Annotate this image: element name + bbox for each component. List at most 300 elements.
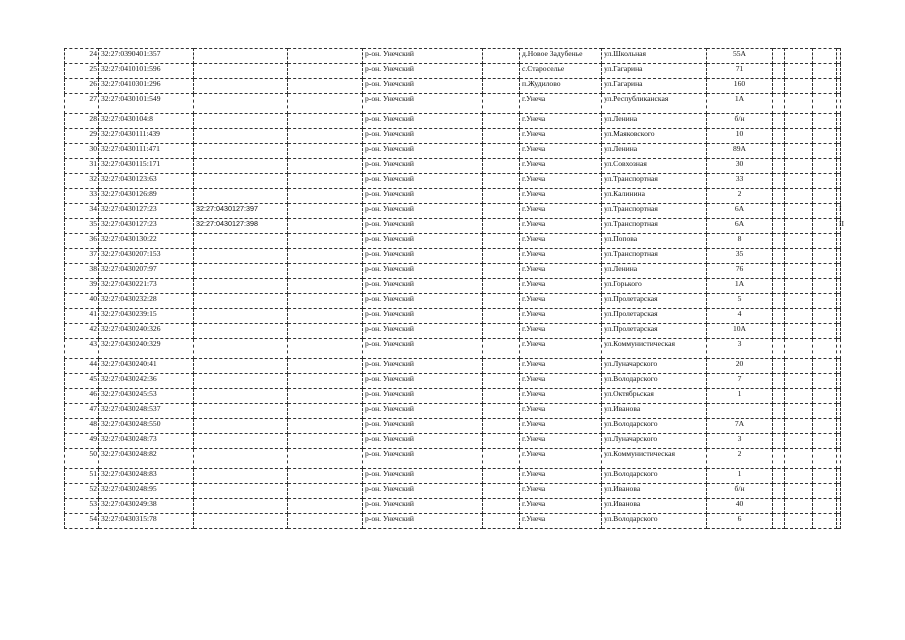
- empty-cell: [813, 249, 837, 264]
- empty-cell: [785, 144, 813, 159]
- empty-cell: [773, 204, 785, 219]
- empty-cell: [785, 294, 813, 309]
- empty-cell: [813, 324, 837, 339]
- empty-cell: [813, 94, 837, 114]
- cadastral-number-2: [194, 234, 288, 249]
- table-row: [65, 129, 841, 144]
- settlement-cell: г.Унеча: [520, 514, 602, 529]
- house-number-cell: 2: [707, 189, 773, 204]
- settlement-cell: г.Унеча: [520, 114, 602, 129]
- empty-cell: [288, 309, 363, 324]
- premises-number-cell: [837, 129, 841, 144]
- empty-cell: [773, 94, 785, 114]
- empty-cell: [288, 359, 363, 374]
- row-number: 53: [65, 499, 99, 514]
- empty-cell: [773, 144, 785, 159]
- empty-cell: [288, 434, 363, 449]
- empty-cell: [288, 449, 363, 469]
- empty-cell: [813, 374, 837, 389]
- empty-cell: [785, 359, 813, 374]
- empty-cell: [288, 49, 363, 64]
- empty-cell: [785, 49, 813, 64]
- objects-table: [64, 48, 845, 529]
- empty-cell: [483, 389, 520, 404]
- empty-cell: [288, 234, 363, 249]
- empty-cell: [288, 374, 363, 389]
- row-number: 46: [65, 389, 99, 404]
- premises-number-cell: [837, 189, 841, 204]
- row-number: 50: [65, 449, 99, 469]
- settlement-cell: г.Унеча: [520, 309, 602, 324]
- table-row: [65, 294, 841, 309]
- empty-cell: [785, 174, 813, 189]
- settlement-cell: п.Жудилово: [520, 79, 602, 94]
- empty-cell: [288, 294, 363, 309]
- empty-cell: [773, 359, 785, 374]
- table-row: [65, 144, 841, 159]
- table-row: [65, 174, 841, 189]
- row-number: 42: [65, 324, 99, 339]
- cadastral-number: 32:27:0430111:471: [99, 144, 194, 159]
- district-cell: р-он. Унечский: [363, 114, 483, 129]
- row-number: 48: [65, 419, 99, 434]
- table-row: [65, 219, 841, 234]
- house-number-cell: 1: [707, 389, 773, 404]
- table-row: [65, 404, 841, 419]
- empty-cell: [785, 129, 813, 144]
- district-cell: р-он. Унечский: [363, 219, 483, 234]
- empty-cell: [773, 279, 785, 294]
- house-number-cell: 76: [707, 264, 773, 279]
- empty-cell: [785, 279, 813, 294]
- table-row: [65, 469, 841, 484]
- document-page: [64, 48, 845, 529]
- empty-cell: [773, 499, 785, 514]
- table-row: [65, 264, 841, 279]
- row-number: 33: [65, 189, 99, 204]
- cadastral-number-2: [194, 249, 288, 264]
- street-cell: ул.Володарского: [602, 374, 707, 389]
- empty-cell: [785, 79, 813, 94]
- empty-cell: [288, 339, 363, 359]
- premises-number-cell: [837, 294, 841, 309]
- empty-cell: [813, 189, 837, 204]
- premises-number-cell: [837, 144, 841, 159]
- street-cell: ул.Коммунистическая: [602, 339, 707, 359]
- cadastral-number-2: [194, 174, 288, 189]
- empty-cell: [483, 129, 520, 144]
- settlement-cell: г.Унеча: [520, 204, 602, 219]
- premises-number-cell: [837, 324, 841, 339]
- district-cell: р-он. Унечский: [363, 374, 483, 389]
- house-number-cell: 10: [707, 129, 773, 144]
- settlement-cell: г.Унеча: [520, 129, 602, 144]
- empty-cell: [483, 484, 520, 499]
- street-cell: ул.Совхозная: [602, 159, 707, 174]
- empty-cell: [288, 174, 363, 189]
- empty-cell: [288, 144, 363, 159]
- district-cell: р-он. Унечский: [363, 264, 483, 279]
- house-number-cell: 160: [707, 79, 773, 94]
- empty-cell: [785, 389, 813, 404]
- empty-cell: [483, 419, 520, 434]
- cadastral-number: 32:27:0430240:326: [99, 324, 194, 339]
- premises-number-cell: [837, 309, 841, 324]
- empty-cell: [785, 64, 813, 79]
- house-number-cell: 89А: [707, 144, 773, 159]
- house-number-cell: [707, 404, 773, 419]
- premises-number-cell: [837, 434, 841, 449]
- house-number-cell: 10А: [707, 324, 773, 339]
- empty-cell: [773, 339, 785, 359]
- district-cell: р-он. Унечский: [363, 434, 483, 449]
- empty-cell: [813, 484, 837, 499]
- empty-cell: [785, 219, 813, 234]
- table-body: [65, 49, 845, 529]
- empty-cell: [773, 419, 785, 434]
- district-cell: р-он. Унечский: [363, 309, 483, 324]
- empty-cell: [813, 144, 837, 159]
- empty-cell: [773, 449, 785, 469]
- table-row: [65, 374, 841, 389]
- district-cell: р-он. Унечский: [363, 144, 483, 159]
- empty-cell: [813, 279, 837, 294]
- cadastral-number: 32:27:0430248:537: [99, 404, 194, 419]
- premises-number-cell: [837, 469, 841, 484]
- empty-cell: [773, 514, 785, 529]
- row-number: 34: [65, 204, 99, 219]
- empty-cell: [483, 514, 520, 529]
- empty-cell: [483, 374, 520, 389]
- empty-cell: [785, 204, 813, 219]
- street-cell: ул.Иванова: [602, 499, 707, 514]
- street-cell: ул.Попова: [602, 234, 707, 249]
- cadastral-number-2: [194, 159, 288, 174]
- row-number: 49: [65, 434, 99, 449]
- settlement-cell: г.Унеча: [520, 264, 602, 279]
- house-number-cell: 30: [707, 159, 773, 174]
- settlement-cell: д.Новое Задубенье: [520, 49, 602, 64]
- empty-cell: [288, 249, 363, 264]
- settlement-cell: г.Унеча: [520, 449, 602, 469]
- row-number: 54: [65, 514, 99, 529]
- house-number-cell: 4: [707, 309, 773, 324]
- row-number: 30: [65, 144, 99, 159]
- settlement-cell: г.Унеча: [520, 419, 602, 434]
- cadastral-number: 32:27:0430240:41: [99, 359, 194, 374]
- empty-cell: [773, 469, 785, 484]
- empty-cell: [483, 404, 520, 419]
- cadastral-number-2: [194, 389, 288, 404]
- empty-cell: [813, 309, 837, 324]
- empty-cell: [773, 374, 785, 389]
- empty-cell: [483, 434, 520, 449]
- district-cell: р-он. Унечский: [363, 449, 483, 469]
- empty-cell: [483, 279, 520, 294]
- district-cell: р-он. Унечский: [363, 174, 483, 189]
- table-row: [65, 249, 841, 264]
- empty-cell: [483, 469, 520, 484]
- cadastral-number-2: [194, 339, 288, 359]
- empty-cell: [813, 469, 837, 484]
- empty-cell: [785, 249, 813, 264]
- empty-cell: [288, 514, 363, 529]
- empty-cell: [483, 159, 520, 174]
- house-number-cell: 6А: [707, 219, 773, 234]
- table-row: [65, 279, 841, 294]
- street-cell: ул.Октябрьская: [602, 389, 707, 404]
- table-row: [65, 204, 841, 219]
- empty-cell: [785, 159, 813, 174]
- cadastral-number: 32:27:0430248:83: [99, 469, 194, 484]
- settlement-cell: г.Унеча: [520, 294, 602, 309]
- house-number-cell: 2: [707, 449, 773, 469]
- house-number-cell: 7: [707, 374, 773, 389]
- row-number: 41: [65, 309, 99, 324]
- cadastral-number: 32:27:0430207:153: [99, 249, 194, 264]
- row-number: 44: [65, 359, 99, 374]
- premises-number-cell: [837, 94, 841, 114]
- empty-cell: [773, 49, 785, 64]
- empty-cell: [483, 294, 520, 309]
- empty-cell: [288, 219, 363, 234]
- district-cell: р-он. Унечский: [363, 339, 483, 359]
- cadastral-number: 32:27:0430101:549: [99, 94, 194, 114]
- cadastral-number-2: [194, 129, 288, 144]
- street-cell: ул.Транспортная: [602, 249, 707, 264]
- house-number-cell: 1А: [707, 279, 773, 294]
- table-row: [65, 499, 841, 514]
- cadastral-number-2: [194, 359, 288, 374]
- district-cell: р-он. Унечский: [363, 279, 483, 294]
- premises-number-cell: [837, 449, 841, 469]
- empty-cell: [785, 94, 813, 114]
- cadastral-number: 32:27:0410301:296: [99, 79, 194, 94]
- empty-cell: [785, 484, 813, 499]
- house-number-cell: 40: [707, 499, 773, 514]
- street-cell: ул.Горького: [602, 279, 707, 294]
- district-cell: р-он. Унечский: [363, 389, 483, 404]
- district-cell: р-он. Унечский: [363, 249, 483, 264]
- street-cell: ул.Гагарина: [602, 79, 707, 94]
- empty-cell: [288, 324, 363, 339]
- cadastral-number-2: 32:27:0430127:398: [194, 219, 288, 234]
- row-number: 36: [65, 234, 99, 249]
- district-cell: р-он. Унечский: [363, 404, 483, 419]
- house-number-cell: 5: [707, 294, 773, 309]
- row-number: 27: [65, 94, 99, 114]
- empty-cell: [288, 419, 363, 434]
- row-number: 37: [65, 249, 99, 264]
- cadastral-number-2: [194, 144, 288, 159]
- street-cell: ул.Транспортная: [602, 204, 707, 219]
- cadastral-number: 32:27:0430126:89: [99, 189, 194, 204]
- empty-cell: [773, 484, 785, 499]
- house-number-cell: 7А: [707, 419, 773, 434]
- empty-cell: [288, 129, 363, 144]
- premises-number-cell: [837, 389, 841, 404]
- house-number-cell: б/н: [707, 484, 773, 499]
- empty-cell: [773, 159, 785, 174]
- empty-cell: [785, 469, 813, 484]
- empty-cell: [773, 434, 785, 449]
- empty-cell: [785, 324, 813, 339]
- empty-cell: [483, 359, 520, 374]
- table-row: [65, 434, 841, 449]
- house-number-cell: 55А: [707, 49, 773, 64]
- cadastral-number-2: [194, 484, 288, 499]
- cadastral-number: 32:27:0430249:38: [99, 499, 194, 514]
- table-row: [65, 94, 841, 114]
- empty-cell: [813, 114, 837, 129]
- empty-cell: [483, 64, 520, 79]
- street-cell: ул.Ленина: [602, 144, 707, 159]
- empty-cell: [773, 234, 785, 249]
- settlement-cell: г.Унеча: [520, 434, 602, 449]
- street-cell: ул.Володарского: [602, 419, 707, 434]
- district-cell: р-он. Унечский: [363, 49, 483, 64]
- street-cell: ул.Маяковского: [602, 129, 707, 144]
- empty-cell: [813, 219, 837, 234]
- empty-cell: [483, 174, 520, 189]
- empty-cell: [813, 359, 837, 374]
- street-cell: ул.Транспортная: [602, 219, 707, 234]
- settlement-cell: г.Унеча: [520, 159, 602, 174]
- empty-cell: [785, 514, 813, 529]
- district-cell: р-он. Унечский: [363, 204, 483, 219]
- street-cell: ул.Пролетарская: [602, 294, 707, 309]
- premises-number-cell: [837, 264, 841, 279]
- empty-cell: [813, 449, 837, 469]
- empty-cell: [773, 264, 785, 279]
- house-number-cell: 6А: [707, 204, 773, 219]
- empty-cell: [483, 189, 520, 204]
- cadastral-number: 32:27:0430239:15: [99, 309, 194, 324]
- empty-cell: [483, 249, 520, 264]
- cadastral-number: 32:27:0430240:329: [99, 339, 194, 359]
- house-number-cell: 3: [707, 339, 773, 359]
- empty-cell: [288, 499, 363, 514]
- table-row: [65, 114, 841, 129]
- empty-cell: [483, 219, 520, 234]
- empty-cell: [483, 114, 520, 129]
- empty-cell: [785, 309, 813, 324]
- row-number: 45: [65, 374, 99, 389]
- cadastral-number: 32:27:0430130:22: [99, 234, 194, 249]
- row-number: 31: [65, 159, 99, 174]
- empty-cell: [813, 389, 837, 404]
- table-row: [65, 484, 841, 499]
- row-number: 24: [65, 49, 99, 64]
- cadastral-number-2: [194, 79, 288, 94]
- empty-cell: [288, 114, 363, 129]
- street-cell: ул.Гагарина: [602, 64, 707, 79]
- street-cell: ул.Ленина: [602, 264, 707, 279]
- cadastral-number-2: [194, 419, 288, 434]
- cadastral-number-2: [194, 449, 288, 469]
- empty-cell: [483, 449, 520, 469]
- empty-cell: [773, 404, 785, 419]
- street-cell: ул.Луначарского: [602, 434, 707, 449]
- table-row: [65, 339, 841, 359]
- empty-cell: [288, 64, 363, 79]
- street-cell: ул.Володарского: [602, 469, 707, 484]
- district-cell: р-он. Унечский: [363, 484, 483, 499]
- cadastral-number: 32:27:0430245:53: [99, 389, 194, 404]
- table-row: [65, 514, 841, 529]
- settlement-cell: г.Унеча: [520, 249, 602, 264]
- empty-cell: [813, 499, 837, 514]
- district-cell: р-он. Унечский: [363, 359, 483, 374]
- cadastral-number: 32:27:0430315:78: [99, 514, 194, 529]
- premises-number-cell: [837, 484, 841, 499]
- street-cell: ул.Пролетарская: [602, 324, 707, 339]
- house-number-cell: 20: [707, 359, 773, 374]
- settlement-cell: г.Унеча: [520, 484, 602, 499]
- premises-number-cell: [837, 374, 841, 389]
- cadastral-number: 32:27:0430248:95: [99, 484, 194, 499]
- empty-cell: [288, 79, 363, 94]
- settlement-cell: г.Унеча: [520, 94, 602, 114]
- premises-number-cell: [837, 514, 841, 529]
- empty-cell: [785, 404, 813, 419]
- cadastral-number: 32:27:0430207:97: [99, 264, 194, 279]
- cadastral-number-2: [194, 64, 288, 79]
- street-cell: ул.Республиканская: [602, 94, 707, 114]
- street-cell: ул.Транспортная: [602, 174, 707, 189]
- table-row: [65, 324, 841, 339]
- empty-cell: [813, 174, 837, 189]
- empty-cell: [785, 114, 813, 129]
- empty-cell: [288, 279, 363, 294]
- premises-number-cell: [837, 174, 841, 189]
- empty-cell: [813, 234, 837, 249]
- cadastral-number-2: [194, 514, 288, 529]
- settlement-cell: г.Унеча: [520, 279, 602, 294]
- settlement-cell: г.Унеча: [520, 324, 602, 339]
- table-row: [65, 64, 841, 79]
- row-number: 38: [65, 264, 99, 279]
- cadastral-number-2: [194, 94, 288, 114]
- empty-cell: [785, 449, 813, 469]
- cadastral-number: 32:27:0430248:73: [99, 434, 194, 449]
- cadastral-number-2: [194, 469, 288, 484]
- district-cell: р-он. Унечский: [363, 294, 483, 309]
- row-number: 43: [65, 339, 99, 359]
- house-number-cell: 33: [707, 174, 773, 189]
- premises-number-cell: [837, 114, 841, 129]
- empty-cell: [785, 234, 813, 249]
- street-cell: ул.Иванова: [602, 404, 707, 419]
- premises-number-cell: [837, 339, 841, 359]
- empty-cell: [773, 309, 785, 324]
- street-cell: ул.Коммунистическая: [602, 449, 707, 469]
- table-row: [65, 79, 841, 94]
- empty-cell: [773, 129, 785, 144]
- row-number: 25: [65, 64, 99, 79]
- settlement-cell: г.Унеча: [520, 359, 602, 374]
- empty-cell: [773, 64, 785, 79]
- cadastral-number: 32:27:0430242:36: [99, 374, 194, 389]
- settlement-cell: г.Унеча: [520, 339, 602, 359]
- street-cell: ул.Володарского: [602, 514, 707, 529]
- cadastral-number: 32:27:0430111:439: [99, 129, 194, 144]
- cadastral-number-2: [194, 189, 288, 204]
- empty-cell: [483, 339, 520, 359]
- empty-cell: [773, 324, 785, 339]
- street-cell: ул.Иванова: [602, 484, 707, 499]
- house-number-cell: 71: [707, 64, 773, 79]
